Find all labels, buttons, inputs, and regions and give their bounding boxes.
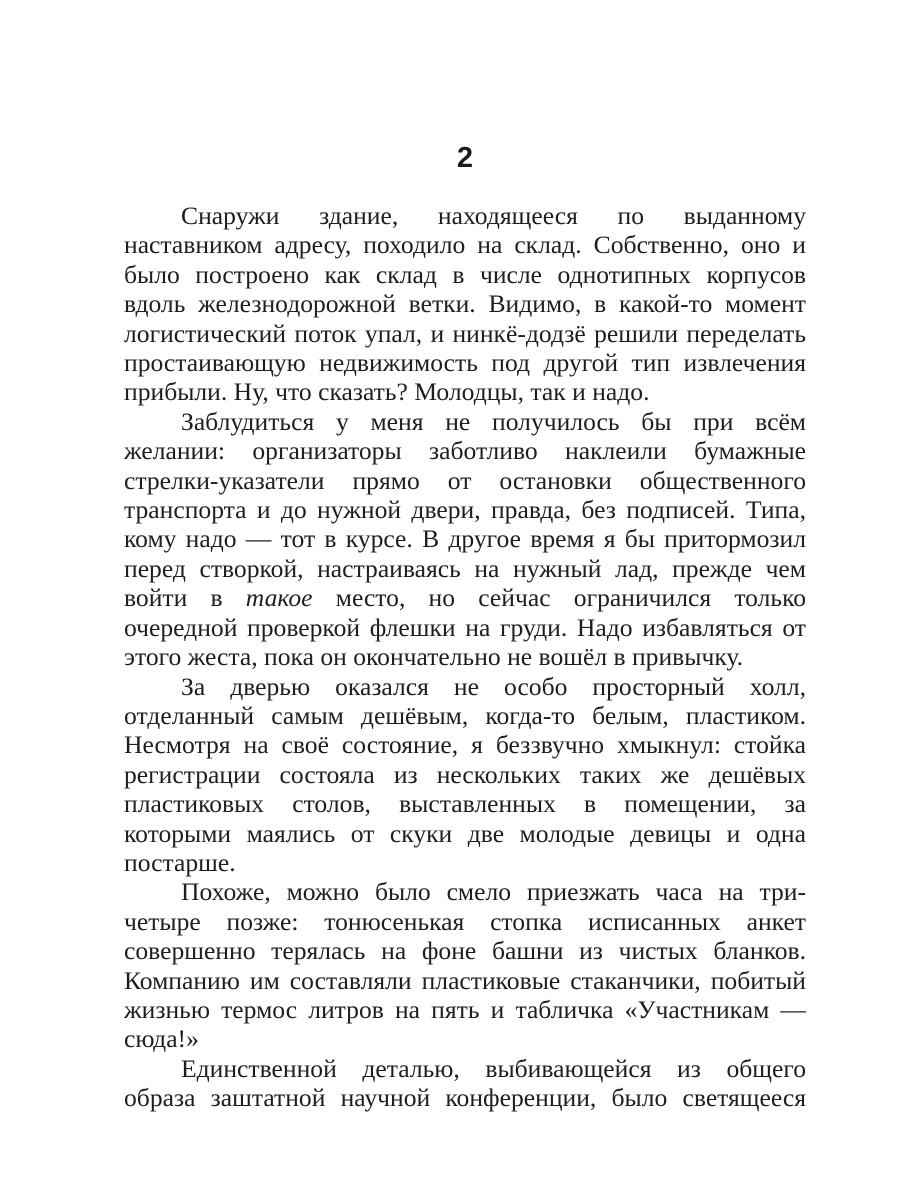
emphasis-word: такое (245, 583, 313, 613)
chapter-number: 2 (456, 142, 474, 174)
paragraph: За дверью оказался не особо просторный холл, отделанный самым дешёвым, когда-то белым, пластиком. Несмотря на своё состояние, я беззвучно хмыкнул: стойка регистрации состояла из нескольких таких же дешёвых пластиковых столов, выставленных в помещении, за которыми маялись от скуки две молодые девицы и одна постарше. (124, 671, 806, 877)
paragraph: Единственной деталью, выбивающейся из общего образа заштатной научной конференции, было светящееся (124, 1053, 806, 1113)
chapter-text (124, 201, 806, 1113)
paragraph (124, 407, 806, 672)
book-page (124, 0, 806, 1200)
paragraph: Похоже, можно было смело приезжать часа на три-четыре позже: тонюсенькая стопка исписанных анкет совершенно терялась на фоне башни из чистых бланков. Компанию им составляли пластиковые стаканчики, побитый жизнью термос литров на пять и табличка «Участникам — сюда!» (124, 877, 806, 1054)
paragraph-text: место, но сейчас ограничился только очередной проверкой флешки на груди. Надо избавляться от этого жеста, пока он окончательно не вошёл в привычку. (124, 583, 806, 672)
paragraph: Снаружи здание, находящееся по выданному наставником адресу, походило на склад. Собственно, оно и было построено как склад в числе однотипных корпусов вдоль железнодорожной ветки. Видимо, в какой-то момент логистический поток упал, и нинкё-додзё решили переделать простаивающую недвижимость под другой тип извлечения прибыли. Ну, что сказать? Молодцы, так и надо. (124, 201, 806, 407)
paragraph-text: Заблудиться у меня не получилось бы при всём желании: организаторы заботливо наклеили бумажные стрелки-указатели прямо от остановки общественного транспорта и до нужной двери, правда, без подписей. Типа, кому надо — тот в курсе. В другое время я бы притормозил перед створкой, настраиваясь на нужный лад, прежде чем войти в (124, 406, 806, 613)
